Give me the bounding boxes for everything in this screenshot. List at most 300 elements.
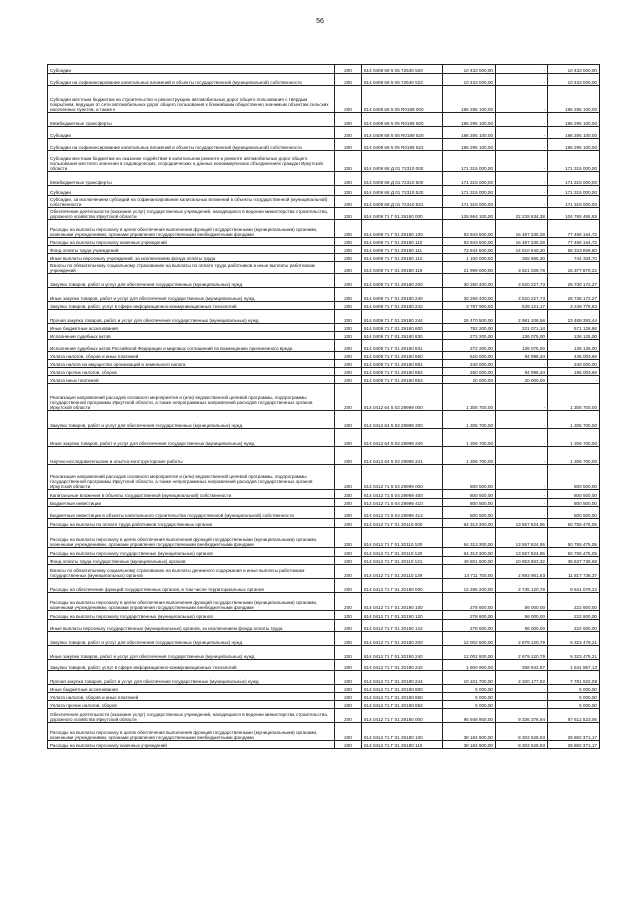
approved-amount-cell: 800 500,00 bbox=[443, 490, 496, 499]
remaining-amount-cell: 29 882 371,17 bbox=[548, 741, 600, 749]
approved-amount-cell: 520 000,00 bbox=[443, 352, 496, 360]
table-row bbox=[48, 360, 600, 368]
approved-amount-cell: 1 306 700,00 bbox=[443, 411, 496, 429]
remaining-amount-cell: 58 333 859,80 bbox=[548, 246, 600, 254]
table-row bbox=[48, 274, 600, 288]
line-code-cell: 200 bbox=[335, 172, 362, 186]
classification-code-cell: 814 0412 71 Г 01 20110 121 bbox=[362, 557, 443, 565]
line-code-cell: 200 bbox=[335, 246, 362, 254]
remaining-amount-cell: 7 781 522,08 bbox=[548, 671, 600, 685]
classification-code-cell: 814 0412 71 Г 01 20110 100 bbox=[362, 528, 443, 548]
line-code-cell: 200 bbox=[335, 528, 362, 548]
budget-execution-table bbox=[47, 64, 600, 749]
remaining-amount-cell: 571 128,86 bbox=[548, 324, 600, 332]
approved-amount-cell: 800 500,00 bbox=[443, 507, 496, 519]
executed-amount-cell: - bbox=[496, 113, 548, 127]
approved-amount-cell: 12 002 600,00 bbox=[443, 632, 496, 646]
table-row bbox=[48, 579, 600, 593]
approved-amount-cell: 1 100 000,00 bbox=[443, 254, 496, 262]
line-code-cell: 200 bbox=[335, 220, 362, 238]
approved-amount-cell: 196 295 100,00 bbox=[443, 86, 496, 113]
expenditure-name-cell: Иные закупки товаров, работ и услуг для обеспечения государственных (муниципальных) нужд bbox=[48, 429, 335, 447]
table-body bbox=[48, 65, 600, 749]
table-row bbox=[48, 660, 600, 671]
remaining-amount-cell: 10 433 000,00 bbox=[548, 74, 600, 86]
remaining-amount-cell: 104 765 465,65 bbox=[548, 208, 600, 220]
expenditure-name-cell: Уплата прочих налогов, сборов bbox=[48, 368, 335, 376]
line-code-cell: 200 bbox=[335, 384, 362, 411]
table-row bbox=[48, 507, 600, 519]
classification-code-cell: 814 0412 71 5 04 29999 410 bbox=[362, 499, 443, 507]
approved-amount-cell: 38 184 900,00 bbox=[443, 723, 496, 741]
line-code-cell: 200 bbox=[335, 671, 362, 685]
expenditure-name-cell: Бюджетные инвестиции bbox=[48, 499, 335, 507]
executed-amount-cell: 2 893 961,63 bbox=[496, 565, 548, 579]
executed-amount-cell: 2 679 120,79 bbox=[496, 632, 548, 646]
line-code-cell: 200 bbox=[335, 565, 362, 579]
table-row bbox=[48, 139, 600, 151]
line-code-cell: 200 bbox=[335, 611, 362, 620]
remaining-amount-cell: 5 000,00 bbox=[548, 693, 600, 701]
remaining-amount-cell: 744 334,70 bbox=[548, 254, 600, 262]
executed-amount-cell: - bbox=[496, 186, 548, 196]
classification-code-cell: 814 0409 68 5 05 72540 522 bbox=[362, 74, 443, 86]
table-row bbox=[48, 528, 600, 548]
line-code-cell: 200 bbox=[335, 723, 362, 741]
classification-code-cell: 814 0412 71 Г 01 20190 200 bbox=[362, 632, 443, 646]
expenditure-name-cell: Иные выплаты персоналу государственных (муниципальных) органов, за исключением фонда оплаты труда bbox=[48, 620, 335, 632]
remaining-amount-cell: 435 003,66 bbox=[548, 352, 600, 360]
table-row bbox=[48, 302, 600, 310]
table-row bbox=[48, 741, 600, 749]
expenditure-name-cell: Межбюджетные трансферты bbox=[48, 113, 335, 127]
line-code-cell: 200 bbox=[335, 65, 362, 74]
executed-amount-cell: - bbox=[496, 360, 548, 368]
classification-code-cell: 814 0409 71 Г 01 29180 000 bbox=[362, 208, 443, 220]
remaining-amount-cell: 171 315 000,00 bbox=[548, 186, 600, 196]
approved-amount-cell: 171 315 000,00 bbox=[443, 186, 496, 196]
table-row bbox=[48, 376, 600, 384]
expenditure-name-cell: Расходы на выплаты персоналу государственных (муниципальных) органов bbox=[48, 611, 335, 620]
executed-amount-cell: 13 557 824,95 bbox=[496, 528, 548, 548]
table-row bbox=[48, 288, 600, 302]
remaining-amount-cell: 1 306 700,00 bbox=[548, 429, 600, 447]
expenditure-name-cell: Научно-исследовательские и опытно-конструкторские работы bbox=[48, 447, 335, 465]
line-code-cell: 200 bbox=[335, 411, 362, 429]
line-code-cell: 200 bbox=[335, 186, 362, 196]
executed-amount-cell: 56 000,00 bbox=[496, 611, 548, 620]
executed-amount-cell: - bbox=[496, 411, 548, 429]
classification-code-cell: 814 0409 68 Д 01 72310 520 bbox=[362, 186, 443, 196]
table-row bbox=[48, 632, 600, 646]
classification-code-cell: 814 0412 71 Г 01 29180 110 bbox=[362, 741, 443, 749]
line-code-cell: 200 bbox=[335, 238, 362, 246]
table-row bbox=[48, 186, 600, 196]
expenditure-name-cell: Исполнение судебных актов Российской Федерации и мировых соглашений по возмещению причиненного вреда bbox=[48, 340, 335, 352]
line-code-cell: 200 bbox=[335, 693, 362, 701]
executed-amount-cell: 2 735 120,78 bbox=[496, 579, 548, 593]
approved-amount-cell: 3 787 900,00 bbox=[443, 302, 496, 310]
remaining-amount-cell: 50 755 475,05 bbox=[548, 519, 600, 528]
line-code-cell: 200 bbox=[335, 324, 362, 332]
expenditure-name-cell: Иные выплаты персоналу учреждений, за исключением фонда оплаты труда bbox=[48, 254, 335, 262]
classification-code-cell: 814 0409 71 Г 01 29180 200 bbox=[362, 274, 443, 288]
expenditure-name-cell: Уплата налогов, сборов и иных платежей bbox=[48, 693, 335, 701]
classification-code-cell: 814 0409 71 Г 01 29180 850 bbox=[362, 352, 443, 360]
remaining-amount-cell: 15 377 970,22 bbox=[548, 262, 600, 274]
executed-amount-cell: 16 487 335,28 bbox=[496, 238, 548, 246]
approved-amount-cell: 64 313 300,00 bbox=[443, 528, 496, 548]
expenditure-name-cell: Межбюджетные трансферты bbox=[48, 172, 335, 186]
classification-code-cell: 814 0409 71 Г 01 29180 112 bbox=[362, 254, 443, 262]
approved-amount-cell: 260 000,00 bbox=[443, 368, 496, 376]
table-row bbox=[48, 310, 600, 324]
executed-amount-cell: 136 075,00 bbox=[496, 340, 548, 352]
remaining-amount-cell: 11 817 738,37 bbox=[548, 565, 600, 579]
executed-amount-cell: 84 996,34 bbox=[496, 352, 548, 360]
table-row bbox=[48, 411, 600, 429]
classification-code-cell: 814 0409 71 Г 01 29180 119 bbox=[362, 262, 443, 274]
executed-amount-cell: 3 621 029,78 bbox=[496, 262, 548, 274]
table-row bbox=[48, 368, 600, 376]
table-row bbox=[48, 340, 600, 352]
expenditure-name-cell: Прочая закупка товаров, работ и услуг для обеспечения государственных (муниципальных) нужд bbox=[48, 310, 335, 324]
expenditure-name-cell: Иные бюджетные ассигнования bbox=[48, 324, 335, 332]
approved-amount-cell: 278 600,00 bbox=[443, 620, 496, 632]
expenditure-name-cell: Взносы по обязательному социальному страхованию на выплаты денежного содержания и иные выплаты работникам государственных (муниципальных) органов bbox=[48, 565, 335, 579]
remaining-amount-cell: 9 541 079,22 bbox=[548, 579, 600, 593]
line-code-cell: 200 bbox=[335, 113, 362, 127]
executed-amount-cell: - bbox=[496, 151, 548, 172]
executed-amount-cell: 20 000,00 bbox=[496, 376, 548, 384]
classification-code-cell: 814 0412 71 Г 01 29180 000 bbox=[362, 709, 443, 723]
classification-code-cell: 814 0409 68 5 05 72540 520 bbox=[362, 65, 443, 74]
expenditure-name-cell: Иные закупки товаров, работ и услуг для обеспечения государственных (муниципальных) нужд bbox=[48, 288, 335, 302]
remaining-amount-cell: 136 125,00 bbox=[548, 340, 600, 352]
classification-code-cell: 814 0409 71 Г 01 29180 851 bbox=[362, 360, 443, 368]
classification-code-cell: 814 0412 71 5 04 29999 414 bbox=[362, 507, 443, 519]
table-row bbox=[48, 172, 600, 186]
line-code-cell: 200 bbox=[335, 376, 362, 384]
table-row bbox=[48, 685, 600, 693]
executed-amount-cell: - bbox=[496, 139, 548, 151]
approved-amount-cell: 10 101 700,00 bbox=[443, 671, 496, 685]
approved-amount-cell: 196 295 100,00 bbox=[443, 139, 496, 151]
remaining-amount-cell: - bbox=[548, 376, 600, 384]
expenditure-name-cell: Закупка товаров, работ и услуг для обеспечения государственных (муниципальных) нужд bbox=[48, 274, 335, 288]
line-code-cell: 200 bbox=[335, 310, 362, 324]
expenditure-name-cell: Расходы на выплаты персоналу государственных (муниципальных) органов bbox=[48, 548, 335, 557]
line-code-cell: 200 bbox=[335, 368, 362, 376]
executed-amount-cell: 10 863 863,32 bbox=[496, 557, 548, 565]
expenditure-name-cell: Уплата налогов, сборов и иных платежей bbox=[48, 352, 335, 360]
table-row bbox=[48, 671, 600, 685]
table-row bbox=[48, 86, 600, 113]
executed-amount-cell: - bbox=[496, 127, 548, 139]
expenditure-name-cell: Реализация направлений расходов основного мероприятия и (или) ведомственной целевой программы, подпрограммы государственной программы Иркутской области, а также непрограммных направлений расходов государственных органов Иркутской области bbox=[48, 384, 335, 411]
expenditure-name-cell: Закупка товаров, работ, услуг в сфере информационно-коммуникационных технологий bbox=[48, 660, 335, 671]
line-code-cell: 200 bbox=[335, 620, 362, 632]
table-row bbox=[48, 429, 600, 447]
table-row bbox=[48, 262, 600, 274]
remaining-amount-cell: 171 315 000,00 bbox=[548, 151, 600, 172]
expenditure-name-cell: Бюджетные инвестиции в объекты капитального строительства государственной (муниципальной) собственности bbox=[48, 507, 335, 519]
classification-code-cell: 814 0409 71 Г 01 29180 853 bbox=[362, 376, 443, 384]
table-row bbox=[48, 557, 600, 565]
expenditure-name-cell: Субсидии на софинансирование капитальных вложений в объекты государственной (муниципальной) собственности bbox=[48, 74, 335, 86]
table-row bbox=[48, 384, 600, 411]
remaining-amount-cell: 196 295 100,00 bbox=[548, 113, 600, 127]
approved-amount-cell: 5 000,00 bbox=[443, 701, 496, 709]
executed-amount-cell: - bbox=[496, 447, 548, 465]
executed-amount-cell: 2 679 120,79 bbox=[496, 646, 548, 660]
executed-amount-cell: - bbox=[496, 196, 548, 208]
remaining-amount-cell: 3 248 778,83 bbox=[548, 302, 600, 310]
approved-amount-cell: 72 844 500,00 bbox=[443, 246, 496, 254]
remaining-amount-cell: 1 306 700,00 bbox=[548, 411, 600, 429]
approved-amount-cell: 64 313 300,00 bbox=[443, 548, 496, 557]
approved-amount-cell: 171 315 000,00 bbox=[443, 172, 496, 186]
classification-code-cell: 814 0412 71 Г 01 20110 129 bbox=[362, 565, 443, 579]
classification-code-cell: 814 0412 71 Г 01 20110 000 bbox=[362, 519, 443, 528]
remaining-amount-cell: 26 738 172,27 bbox=[548, 288, 600, 302]
table-row bbox=[48, 220, 600, 238]
line-code-cell: 200 bbox=[335, 593, 362, 611]
approved-amount-cell: 272 200,00 bbox=[443, 332, 496, 340]
table-row bbox=[48, 332, 600, 340]
executed-amount-cell: - bbox=[496, 172, 548, 186]
table-row bbox=[48, 465, 600, 490]
classification-code-cell: 814 0409 71 Г 01 29180 111 bbox=[362, 246, 443, 254]
table-row bbox=[48, 620, 600, 632]
executed-amount-cell: - bbox=[496, 74, 548, 86]
line-code-cell: 200 bbox=[335, 208, 362, 220]
expenditure-name-cell: Расходы на выплаты по оплате труда работников государственных органов bbox=[48, 519, 335, 528]
expenditure-name-cell: Уплата прочих налогов, сборов bbox=[48, 701, 335, 709]
executed-amount-cell: 2 981 106,56 bbox=[496, 310, 548, 324]
line-code-cell: 200 bbox=[335, 332, 362, 340]
executed-amount-cell: 358 942,87 bbox=[496, 660, 548, 671]
executed-amount-cell: - bbox=[496, 65, 548, 74]
line-code-cell: 200 bbox=[335, 360, 362, 368]
line-code-cell: 200 bbox=[335, 74, 362, 86]
approved-amount-cell: 93 943 500,00 bbox=[443, 238, 496, 246]
classification-code-cell: 814 0412 64 5 02 29999 240 bbox=[362, 429, 443, 447]
executed-amount-cell: 221 071,14 bbox=[496, 324, 548, 332]
table-row bbox=[48, 246, 600, 254]
remaining-amount-cell: 222 600,00 bbox=[548, 620, 600, 632]
table-row bbox=[48, 723, 600, 741]
remaining-amount-cell: 77 456 164,72 bbox=[548, 238, 600, 246]
approved-amount-cell: 171 315 000,00 bbox=[443, 196, 496, 208]
classification-code-cell: 814 0409 68 5 05 R0189 500 bbox=[362, 113, 443, 127]
classification-code-cell: 814 0412 71 Г 01 20190 800 bbox=[362, 685, 443, 693]
classification-code-cell: 814 0409 71 Г 01 29180 852 bbox=[362, 368, 443, 376]
table-row bbox=[48, 519, 600, 528]
approved-amount-cell: 1 306 700,00 bbox=[443, 429, 496, 447]
approved-amount-cell: 5 000,00 bbox=[443, 693, 496, 701]
line-code-cell: 200 bbox=[335, 660, 362, 671]
approved-amount-cell: 1 306 700,00 bbox=[443, 447, 496, 465]
remaining-amount-cell: 9 323 479,21 bbox=[548, 632, 600, 646]
classification-code-cell: 814 0412 71 Г 01 20190 100 bbox=[362, 593, 443, 611]
remaining-amount-cell: 10 433 000,00 bbox=[548, 65, 600, 74]
remaining-amount-cell: 195 003,66 bbox=[548, 368, 600, 376]
remaining-amount-cell: 77 456 164,72 bbox=[548, 220, 600, 238]
approved-amount-cell: 10 433 000,00 bbox=[443, 74, 496, 86]
approved-amount-cell: 240 000,00 bbox=[443, 360, 496, 368]
approved-amount-cell: 1 306 700,00 bbox=[443, 384, 496, 411]
expenditure-name-cell: Взносы по обязательному социальному страхованию на выплаты по оплате труда работников и иные выплаты работникам учреждений bbox=[48, 262, 335, 274]
table-row bbox=[48, 499, 600, 507]
executed-amount-cell: - bbox=[496, 490, 548, 499]
approved-amount-cell: 171 315 000,00 bbox=[443, 151, 496, 172]
line-code-cell: 200 bbox=[335, 632, 362, 646]
classification-code-cell: 814 0412 64 5 02 29999 200 bbox=[362, 411, 443, 429]
expenditure-name-cell: Реализация направлений расходов основного мероприятия и (или) ведомственной целевой программы, подпрограммы государственной программы Иркутской области, а также непрограммных направлений расходов государственных органов Иркутской области bbox=[48, 465, 335, 490]
remaining-amount-cell: 26 730 172,27 bbox=[548, 274, 600, 288]
classification-code-cell: 814 0409 68 5 05 R0189 520 bbox=[362, 127, 443, 139]
executed-amount-cell: - bbox=[496, 507, 548, 519]
approved-amount-cell: 93 943 500,00 bbox=[443, 220, 496, 238]
expenditure-name-cell: Фонд оплаты труда учреждений bbox=[48, 246, 335, 254]
remaining-amount-cell: 196 295 100,00 bbox=[548, 127, 600, 139]
line-code-cell: 200 bbox=[335, 507, 362, 519]
classification-code-cell: 814 0412 71 Г 01 20190 242 bbox=[362, 660, 443, 671]
table-row bbox=[48, 490, 600, 499]
line-code-cell: 200 bbox=[335, 519, 362, 528]
approved-amount-cell: 10 433 000,00 bbox=[443, 65, 496, 74]
table-row bbox=[48, 324, 600, 332]
remaining-amount-cell: 23 489 393,44 bbox=[548, 310, 600, 324]
line-code-cell: 200 bbox=[335, 701, 362, 709]
line-code-cell: 200 bbox=[335, 262, 362, 274]
expenditure-name-cell: Расходы на выплаты персоналу в целях обеспечения выполнения функций государственными (муниципальными) органами, казенными учреждениями, органами управления государственными внебюджетными фондами bbox=[48, 528, 335, 548]
executed-amount-cell: 355 665,30 bbox=[496, 254, 548, 262]
executed-amount-cell: 13 557 824,95 bbox=[496, 519, 548, 528]
remaining-amount-cell: 1 541 957,13 bbox=[548, 660, 600, 671]
classification-code-cell: 814 0412 71 5 04 29999 000 bbox=[362, 465, 443, 490]
line-code-cell: 200 bbox=[335, 465, 362, 490]
classification-code-cell: 814 0412 71 Г 01 20190 000 bbox=[362, 579, 443, 593]
approved-amount-cell: 26 470 500,00 bbox=[443, 310, 496, 324]
expenditure-name-cell: Обеспечение деятельности (оказание услуг) государственных учреждений, находящихся в ведении министерства строительства, дорожного хозяйства Иркутской области bbox=[48, 709, 335, 723]
line-code-cell: 200 bbox=[335, 127, 362, 139]
line-code-cell: 200 bbox=[335, 196, 362, 208]
line-code-cell: 200 bbox=[335, 709, 362, 723]
table-row bbox=[48, 701, 600, 709]
classification-code-cell: 814 0412 71 Г 01 20190 240 bbox=[362, 646, 443, 660]
expenditure-name-cell: Субсидии местным бюджетам на строительство и реконструкцию автомобильных дорог общего пользования с твердым покрытием, ведущих от сети автомобильных дорог общего пользования к ближайшим общественно значимым объектам сельских населенных пунктов, а также к bbox=[48, 86, 335, 113]
table-row bbox=[48, 151, 600, 172]
remaining-amount-cell: 5 000,00 bbox=[548, 685, 600, 693]
expenditure-name-cell: Фонд оплаты труда государственных (муниципальных) органов bbox=[48, 557, 335, 565]
expenditure-name-cell: Уплата налога на имущество организаций и земельного налога bbox=[48, 360, 335, 368]
classification-code-cell: 814 0409 71 Г 01 29180 244 bbox=[362, 310, 443, 324]
remaining-amount-cell: 800 500,00 bbox=[548, 490, 600, 499]
line-code-cell: 200 bbox=[335, 151, 362, 172]
table-row bbox=[48, 646, 600, 660]
classification-code-cell: 814 0412 71 Г 01 20190 852 bbox=[362, 701, 443, 709]
executed-amount-cell: 84 996,34 bbox=[496, 368, 548, 376]
expenditure-name-cell: Прочая закупка товаров, работ и услуг для обеспечения государственных (муниципальных) нужд bbox=[48, 671, 335, 685]
expenditure-name-cell: Закупка товаров, работ и услуг для обеспечения государственных (муниципальных) нужд bbox=[48, 411, 335, 429]
classification-code-cell: 814 0412 71 Г 01 20190 120 bbox=[362, 611, 443, 620]
line-code-cell: 200 bbox=[335, 429, 362, 447]
classification-code-cell: 814 0412 71 Г 01 29180 100 bbox=[362, 723, 443, 741]
executed-amount-cell: 539 121,17 bbox=[496, 302, 548, 310]
approved-amount-cell: 14 711 700,00 bbox=[443, 565, 496, 579]
table-row bbox=[48, 447, 600, 465]
page-number: 56 bbox=[316, 18, 324, 25]
approved-amount-cell: 5 000,00 bbox=[443, 685, 496, 693]
classification-code-cell: 814 0409 71 Г 01 29180 800 bbox=[362, 324, 443, 332]
approved-amount-cell: 800 500,00 bbox=[443, 465, 496, 490]
classification-code-cell: 814 0409 68 Д 01 72310 500 bbox=[362, 172, 443, 186]
executed-amount-cell: - bbox=[496, 465, 548, 490]
approved-amount-cell: 1 900 900,00 bbox=[443, 660, 496, 671]
approved-amount-cell: 800 500,00 bbox=[443, 499, 496, 507]
table-row bbox=[48, 565, 600, 579]
line-code-cell: 200 bbox=[335, 86, 362, 113]
classification-code-cell: 814 0409 71 Г 01 29180 100 bbox=[362, 220, 443, 238]
classification-code-cell: 814 0412 64 5 02 29999 000 bbox=[362, 384, 443, 411]
remaining-amount-cell: 9 323 479,21 bbox=[548, 646, 600, 660]
executed-amount-cell: 14 510 640,20 bbox=[496, 246, 548, 254]
approved-amount-cell: 21 999 000,00 bbox=[443, 262, 496, 274]
classification-code-cell: 814 0409 71 Г 01 29180 830 bbox=[362, 332, 443, 340]
expenditure-name-cell: Субсидии на софинансирование капитальных вложений в объекты государственной (муниципальной) собственности bbox=[48, 139, 335, 151]
expenditure-name-cell: Субсидии bbox=[48, 186, 335, 196]
remaining-amount-cell: 222 600,00 bbox=[548, 611, 600, 620]
executed-amount-cell: - bbox=[496, 384, 548, 411]
executed-amount-cell: 2 320 177,92 bbox=[496, 671, 548, 685]
expenditure-name-cell: Расходы на выплаты персоналу казенных учреждений bbox=[48, 238, 335, 246]
remaining-amount-cell: 5 000,00 bbox=[548, 701, 600, 709]
line-code-cell: 200 bbox=[335, 352, 362, 360]
line-code-cell: 200 bbox=[335, 557, 362, 565]
table-row bbox=[48, 65, 600, 74]
table-row bbox=[48, 208, 600, 220]
table-row bbox=[48, 113, 600, 127]
approved-amount-cell: 64 313 300,00 bbox=[443, 519, 496, 528]
table-row bbox=[48, 611, 600, 620]
executed-amount-cell: 8 302 528,83 bbox=[496, 723, 548, 741]
line-code-cell: 200 bbox=[335, 548, 362, 557]
remaining-amount-cell: 1 306 700,00 bbox=[548, 447, 600, 465]
remaining-amount-cell: 171 315 000,00 bbox=[548, 196, 600, 208]
remaining-amount-cell: 50 755 475,05 bbox=[548, 548, 600, 557]
expenditure-name-cell: Расходы на обеспечение функций государственных органов, в том числе территориальных органов bbox=[48, 579, 335, 593]
executed-amount-cell: - bbox=[496, 685, 548, 693]
executed-amount-cell: 13 557 824,95 bbox=[496, 548, 548, 557]
expenditure-name-cell: Капитальные вложения в объекты государственной (муниципальной) собственности bbox=[48, 490, 335, 499]
approved-amount-cell: 128 664 100,00 bbox=[443, 208, 496, 220]
executed-amount-cell: 9 336 376,94 bbox=[496, 709, 548, 723]
approved-amount-cell: 12 002 600,00 bbox=[443, 646, 496, 660]
classification-code-cell: 814 0412 71 Г 01 20190 244 bbox=[362, 671, 443, 685]
approved-amount-cell: 30 258 400,00 bbox=[443, 288, 496, 302]
remaining-amount-cell: 240 000,00 bbox=[548, 360, 600, 368]
expenditure-name-cell: Закупка товаров, работ, услуг в сфере информационно-коммуникационных технологий bbox=[48, 302, 335, 310]
executed-amount-cell: 3 520 227,73 bbox=[496, 274, 548, 288]
expenditure-name-cell: Закупка товаров, работ и услуг для обеспечения государственных (муниципальных) нужд bbox=[48, 632, 335, 646]
approved-amount-cell: 30 250 400,00 bbox=[443, 274, 496, 288]
expenditure-name-cell: Субсидии местным бюджетам на оказание содействия в капитальном ремонте и ремонте автомобильных дорог общего пользования местного значения в садоводческих, огороднических и данных некоммерческих объединениях граждан Иркутской области bbox=[48, 151, 335, 172]
expenditure-name-cell: Иные бюджетные ассигнования bbox=[48, 685, 335, 693]
remaining-amount-cell: 29 882 371,17 bbox=[548, 723, 600, 741]
line-code-cell: 200 bbox=[335, 579, 362, 593]
